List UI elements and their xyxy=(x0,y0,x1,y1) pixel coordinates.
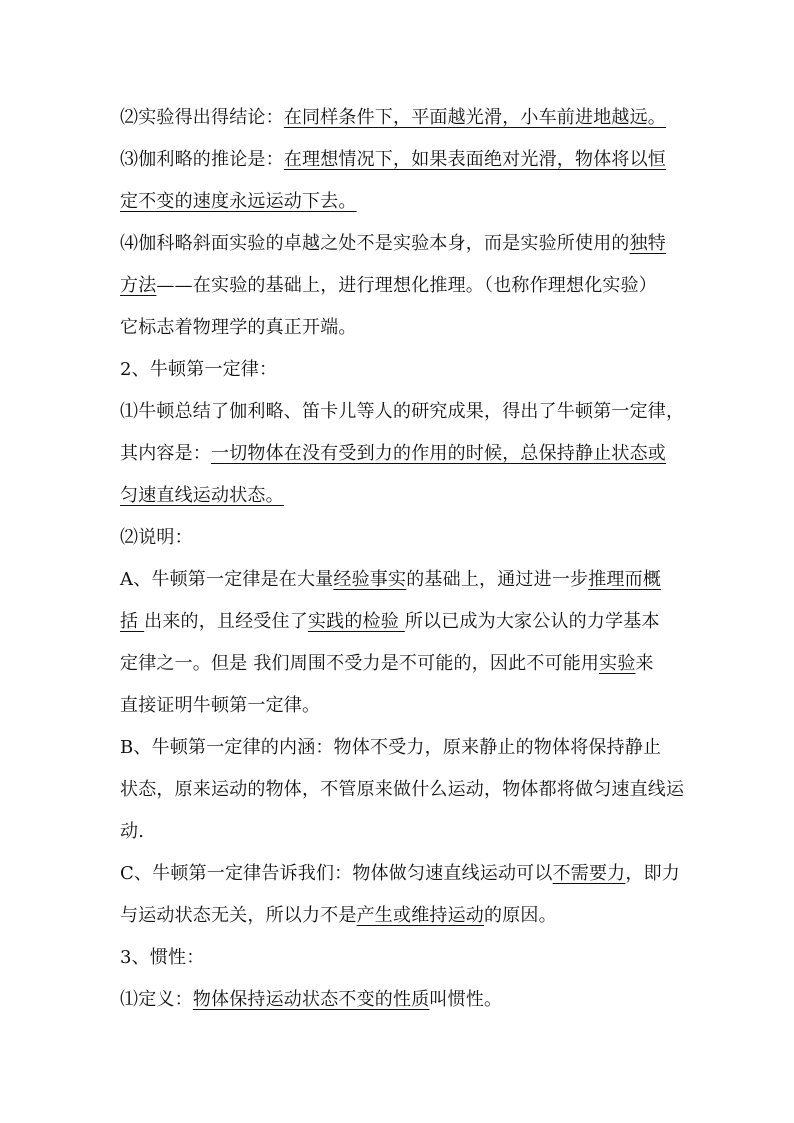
text-segment: 的基础上，通过进一步 xyxy=(406,569,589,590)
text-segment: 3、惯性： xyxy=(120,947,205,968)
text-line xyxy=(120,607,680,637)
text-line xyxy=(120,229,680,259)
underlined-text: 经验事实 xyxy=(333,569,407,590)
text-line xyxy=(120,775,685,805)
text-line xyxy=(120,481,680,511)
text-segment: 来 xyxy=(635,653,654,674)
text-segment: 与运动状态无关，所以力不是 xyxy=(120,905,357,926)
underlined-text: 产生或维持运动 xyxy=(356,905,485,926)
text-segment: 的原因。 xyxy=(484,905,557,926)
text-segment: 其内容是： xyxy=(120,443,211,464)
text-line xyxy=(120,187,680,217)
text-line xyxy=(120,271,680,301)
text-line xyxy=(120,943,680,973)
text-segment: 叫惯性。 xyxy=(429,989,503,1010)
text-segment: ⑵实验得出得结论： xyxy=(120,107,284,128)
text-segment: 所以已成为大家公认的力学基本 xyxy=(404,611,660,632)
text-segment: 2、牛顿第一定律： xyxy=(120,359,278,380)
underlined-text: 实验 xyxy=(599,653,636,674)
underlined-text: 在同样条件下，平面越光滑，小车前进地越远。 xyxy=(283,107,667,128)
underlined-text: 推理而概 xyxy=(588,569,662,590)
text-segment: ⑴牛顿总结了伽利略、笛卡儿等人的研究成果，得出了牛顿第一定律， xyxy=(120,401,685,422)
underlined-text: 一切物体在没有受到力的作用的时候，总保持静止状态或 xyxy=(211,443,666,464)
text-segment: ⑶伽利略的推论是： xyxy=(120,149,284,170)
underlined-text: 物体保持运动状态不变的性质 xyxy=(192,989,430,1010)
text-segment: 它标志着物理学的真正开端。 xyxy=(120,317,357,338)
text-segment: C、牛顿第一定律告诉我们：物体做匀速直线运动可以 xyxy=(120,863,553,884)
text-segment: 定律之一。但是 我们周围不受力是不可能的，因此不可能用 xyxy=(120,653,600,674)
text-line xyxy=(120,145,680,175)
text-segment: 直接证明牛顿第一定律。 xyxy=(120,695,321,716)
text-line xyxy=(120,649,680,679)
text-segment: ⑷伽科略斜面实验的卓越之处不是实验本身，而是实验所使用的 xyxy=(120,233,630,254)
text-segment: A、牛顿第一定律是在大量 xyxy=(120,569,334,590)
underlined-text: 匀速直线运动状态。 xyxy=(120,485,284,506)
underlined-text: 独特 xyxy=(629,233,667,254)
text-segment: ⑵说明： xyxy=(120,527,193,548)
underlined-text: 不需要力 xyxy=(552,863,626,884)
text-line xyxy=(120,439,680,469)
underlined-text: 在理想情况下，如果表面绝对光滑，物体将以恒 xyxy=(283,149,667,170)
text-segment: 出来的，且经受住了 xyxy=(144,611,308,632)
text-segment: 动. xyxy=(120,821,145,842)
underlined-text: 方法 xyxy=(120,275,157,296)
text-segment: ，即力 xyxy=(625,863,680,884)
text-line xyxy=(120,817,680,847)
text-line xyxy=(120,313,680,343)
text-segment: ——在实验的基础上，进行理想化推理。（也称作理想化实验） xyxy=(156,275,658,296)
text-line xyxy=(120,103,680,133)
text-line xyxy=(120,397,685,427)
text-line xyxy=(120,985,680,1015)
text-line xyxy=(120,901,680,931)
underlined-text: 括 xyxy=(120,611,145,632)
text-segment: B、牛顿第一定律的内涵：物体不受力，原来静止的物体将保持静止 xyxy=(120,737,662,758)
text-line xyxy=(120,733,680,763)
text-line xyxy=(120,355,680,385)
text-segment: 状态，原来运动的物体，不管原来做什么运动，物体都将做匀速直线运 xyxy=(120,779,685,800)
text-segment: ⑴定义： xyxy=(120,989,193,1010)
text-line xyxy=(120,565,680,595)
underlined-text: 定不变的速度永远运动下去。 xyxy=(120,191,357,212)
underlined-text: 实践的检验 xyxy=(307,611,405,632)
text-line xyxy=(120,691,680,721)
text-line xyxy=(120,859,680,889)
text-line xyxy=(120,523,680,553)
